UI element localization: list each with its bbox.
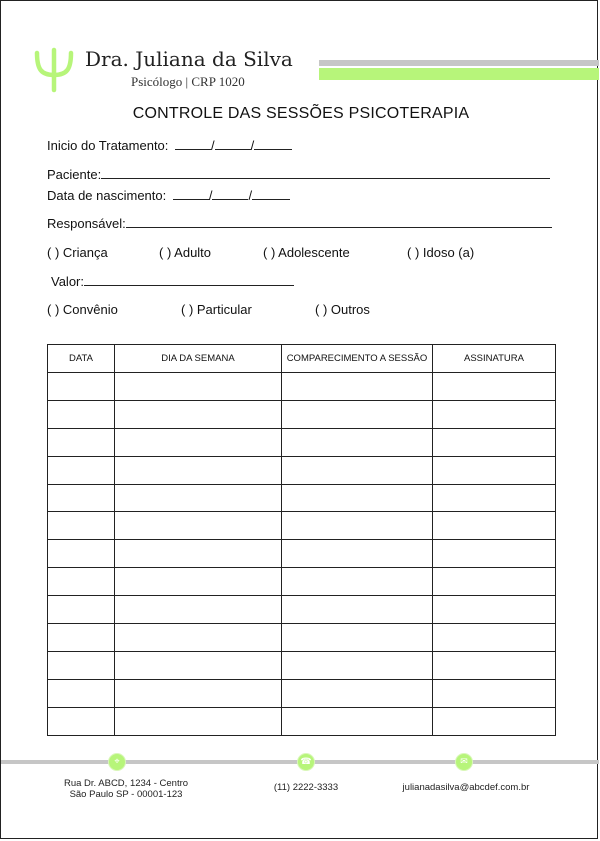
header-gray-bar <box>319 60 599 66</box>
table-header-row <box>48 345 556 373</box>
treatment-start-label: Inicio do Tratamento: <box>47 138 169 153</box>
table-cell[interactable] <box>115 400 282 428</box>
table-cell[interactable] <box>433 596 556 624</box>
table-row <box>48 373 556 401</box>
table-cell[interactable] <box>115 484 282 512</box>
table-row <box>48 679 556 707</box>
date-separator: / <box>211 138 215 153</box>
table-cell[interactable] <box>48 400 115 428</box>
age-options <box>47 245 555 261</box>
treatment-start-field <box>47 138 292 153</box>
table-cell[interactable] <box>115 707 282 735</box>
responsible-field <box>47 216 552 231</box>
footer-address <box>41 778 211 800</box>
option-particular[interactable]: ( ) Particular <box>181 302 252 317</box>
option-crianca[interactable]: ( ) Criança <box>47 245 108 260</box>
table-cell[interactable] <box>115 512 282 540</box>
table-cell[interactable] <box>433 679 556 707</box>
table-cell[interactable] <box>48 456 115 484</box>
table-cell[interactable] <box>48 373 115 401</box>
option-outros[interactable]: ( ) Outros <box>315 302 370 317</box>
treatment-day-line[interactable] <box>175 138 211 150</box>
table-cell[interactable] <box>48 484 115 512</box>
table-cell[interactable] <box>282 596 433 624</box>
table-cell[interactable] <box>282 540 433 568</box>
table-cell[interactable] <box>48 512 115 540</box>
table-cell[interactable] <box>115 679 282 707</box>
table-cell[interactable] <box>115 428 282 456</box>
table-cell[interactable] <box>433 540 556 568</box>
value-label: Valor: <box>51 274 84 289</box>
patient-label: Paciente: <box>47 167 102 182</box>
table-cell[interactable] <box>115 568 282 596</box>
responsible-line[interactable] <box>126 216 552 228</box>
table-cell[interactable] <box>433 373 556 401</box>
birth-month-line[interactable] <box>212 188 248 200</box>
table-row <box>48 428 556 456</box>
table-row <box>48 540 556 568</box>
header-comparecimento: COMPARECIMENTO A SESSÃO <box>282 345 433 373</box>
responsible-label: Responsável: <box>47 216 126 231</box>
table-cell[interactable] <box>115 373 282 401</box>
table-row <box>48 512 556 540</box>
table-row <box>48 484 556 512</box>
option-convenio[interactable]: ( ) Convênio <box>47 302 118 317</box>
table-cell[interactable] <box>282 624 433 652</box>
table-cell[interactable] <box>115 596 282 624</box>
table-cell[interactable] <box>282 679 433 707</box>
document-title: CONTROLE DAS SESSÕES PSICOTERAPIA <box>132 105 470 122</box>
table-cell[interactable] <box>433 651 556 679</box>
table-cell[interactable] <box>48 624 115 652</box>
table-row <box>48 400 556 428</box>
table-cell[interactable] <box>433 484 556 512</box>
table-cell[interactable] <box>48 540 115 568</box>
table-cell[interactable] <box>48 679 115 707</box>
doctor-credentials: Psicólogo | CRP 1020 <box>131 74 245 89</box>
doctor-name: Dra. Juliana da Silva <box>85 47 293 71</box>
treatment-month-line[interactable] <box>215 138 251 150</box>
footer-phone: (11) 2222-3333 <box>273 782 339 793</box>
table-cell[interactable] <box>433 707 556 735</box>
table-cell[interactable] <box>48 707 115 735</box>
option-adulto[interactable]: ( ) Adulto <box>159 245 212 260</box>
footer-email[interactable]: julianadasilva@abcdef.com.br <box>402 782 530 793</box>
table-cell[interactable] <box>115 651 282 679</box>
table-cell[interactable] <box>115 540 282 568</box>
header-green-bar <box>319 68 599 80</box>
phone-icon: ☎ <box>297 753 315 771</box>
treatment-year-line[interactable] <box>254 138 292 150</box>
psi-icon <box>33 47 75 93</box>
table-body <box>48 373 556 736</box>
email-icon: ✉ <box>455 753 473 771</box>
address-line-1: Rua Dr. ABCD, 1234 - Centro <box>63 778 189 789</box>
table-row <box>48 624 556 652</box>
birthdate-field <box>47 188 290 203</box>
table-cell[interactable] <box>433 624 556 652</box>
payment-options <box>47 302 555 318</box>
option-adolescente[interactable]: ( ) Adolescente <box>263 245 350 260</box>
date-separator: / <box>208 188 213 203</box>
option-idoso[interactable]: ( ) Idoso (a) <box>407 245 475 260</box>
date-separator: / <box>248 188 253 203</box>
patient-line[interactable] <box>101 167 550 179</box>
table-cell[interactable] <box>282 568 433 596</box>
table-cell[interactable] <box>282 373 433 401</box>
header-assinatura: ASSINATURA <box>433 345 556 373</box>
table-cell[interactable] <box>282 456 433 484</box>
table-cell[interactable] <box>433 512 556 540</box>
table-cell[interactable] <box>433 568 556 596</box>
table-row <box>48 707 556 735</box>
table-cell[interactable] <box>282 400 433 428</box>
birth-year-line[interactable] <box>252 188 290 200</box>
table-row <box>48 651 556 679</box>
table-cell[interactable] <box>282 484 433 512</box>
header-dia-da-semana: DIA DA SEMANA <box>115 345 282 373</box>
date-separator: / <box>250 138 255 153</box>
header-data: DATA <box>48 345 115 373</box>
table-cell[interactable] <box>433 456 556 484</box>
location-icon: ⌖ <box>108 753 126 771</box>
patient-field <box>47 167 550 182</box>
table-cell[interactable] <box>282 428 433 456</box>
table-row <box>48 596 556 624</box>
table-cell[interactable] <box>433 400 556 428</box>
table-cell[interactable] <box>115 456 282 484</box>
table-cell[interactable] <box>282 651 433 679</box>
value-line[interactable] <box>84 274 294 286</box>
sessions-table <box>47 344 556 736</box>
address-line-2: São Paulo SP - 00001-123 <box>69 789 183 800</box>
value-field <box>51 274 294 289</box>
table-row <box>48 568 556 596</box>
table-cell[interactable] <box>282 512 433 540</box>
birthdate-label: Data de nascimento: <box>47 188 167 203</box>
table-cell[interactable] <box>115 624 282 652</box>
table-cell[interactable] <box>48 428 115 456</box>
table-cell[interactable] <box>48 568 115 596</box>
table-cell[interactable] <box>48 651 115 679</box>
birth-day-line[interactable] <box>173 188 209 200</box>
table-cell[interactable] <box>433 428 556 456</box>
table-row <box>48 456 556 484</box>
table-cell[interactable] <box>282 707 433 735</box>
table-cell[interactable] <box>48 596 115 624</box>
